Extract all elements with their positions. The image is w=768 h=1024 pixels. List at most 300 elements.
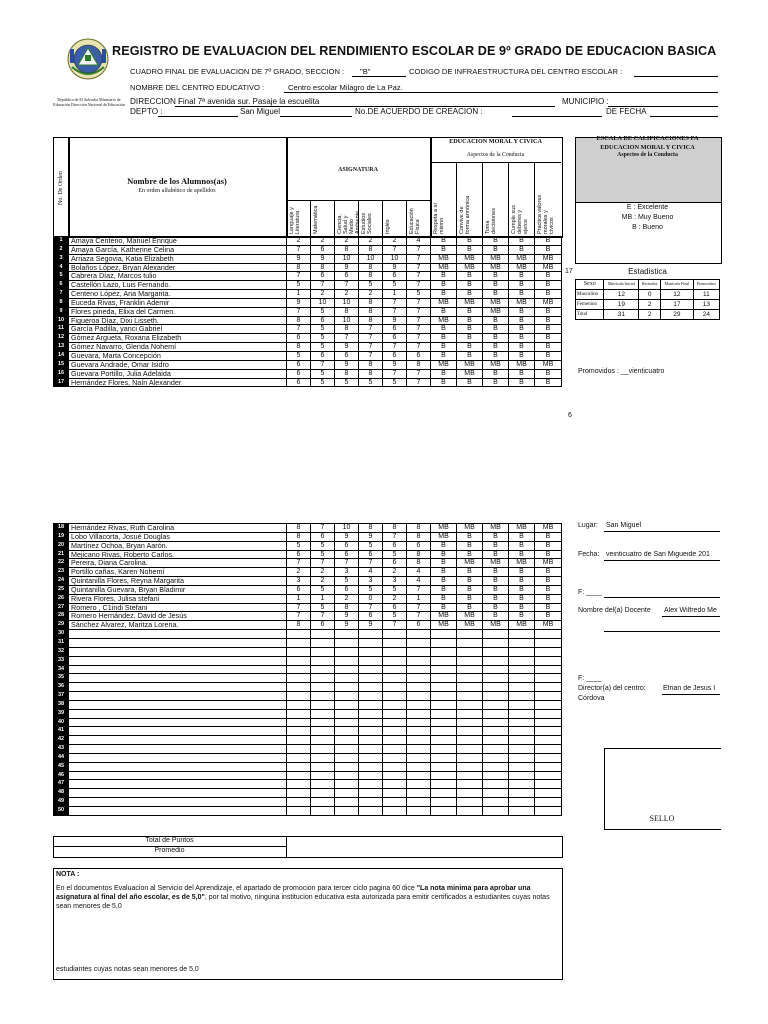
- conduct-cell: MB: [431, 621, 457, 630]
- conduct-cell: B: [535, 532, 562, 541]
- conduct-cell: B: [509, 316, 535, 325]
- conduct-cell: [483, 665, 509, 674]
- conduct-cell: [457, 630, 483, 639]
- grade-cell: 8: [287, 621, 311, 630]
- grade-cell: [287, 736, 311, 745]
- conduct-cell: B: [535, 351, 562, 360]
- grade-cell: 8: [407, 550, 431, 559]
- grade-cell: [359, 638, 383, 647]
- stat-cell: Total: [576, 310, 604, 320]
- grade-cell: 6: [383, 334, 407, 343]
- grade-cell: 8: [407, 360, 431, 369]
- student-name: Romero , C1indi Stefani: [69, 603, 287, 612]
- grade-cell: [287, 807, 311, 816]
- conduct-cell: MB: [535, 254, 562, 263]
- conduct-cell: B: [483, 532, 509, 541]
- conduct-cell: [483, 630, 509, 639]
- grade-cell: 7: [287, 325, 311, 334]
- grade-cell: 6: [287, 378, 311, 387]
- table-row: [54, 351, 562, 360]
- conduct-cell: [509, 674, 535, 683]
- grade-cell: [383, 762, 407, 771]
- conduct-cell: MB: [431, 254, 457, 263]
- grade-cell: [407, 656, 431, 665]
- conduct-cell: [535, 709, 562, 718]
- table-row: [54, 692, 562, 701]
- nota-title: NOTA :: [56, 871, 80, 878]
- conduct-cell: MB: [483, 307, 509, 316]
- estadistica-table: [575, 279, 720, 320]
- grade-cell: 2: [335, 594, 359, 603]
- grade-cell: [287, 771, 311, 780]
- conduct-cell: B: [457, 532, 483, 541]
- conduct-cell: [535, 683, 562, 692]
- conduct-cell: B: [535, 343, 562, 352]
- grade-cell: [383, 683, 407, 692]
- grade-cell: [335, 700, 359, 709]
- conduct-cell: MB: [509, 254, 535, 263]
- table-row: [54, 674, 562, 683]
- conduct-cell: B: [431, 585, 457, 594]
- grade-cell: 8: [359, 307, 383, 316]
- grade-cell: [335, 665, 359, 674]
- student-name: García Padilla, yanci Gabriel: [69, 325, 287, 334]
- escala-sub2: Aspectos de la Conducta: [617, 152, 678, 158]
- conduct-cell: B: [431, 245, 457, 254]
- grade-cell: 7: [359, 351, 383, 360]
- grade-cell: [383, 736, 407, 745]
- grade-cell: [335, 709, 359, 718]
- conduct-cell: [509, 700, 535, 709]
- table-row: [54, 665, 562, 674]
- grade-cell: 10: [335, 524, 359, 533]
- student-name: Martínez Ochoa, Bryan Aarón.: [69, 541, 287, 550]
- conduct-cell: B: [509, 378, 535, 387]
- grade-cell: 8: [407, 532, 431, 541]
- grade-cell: 3: [287, 577, 311, 586]
- grade-cell: [311, 718, 335, 727]
- grade-cell: 7: [407, 343, 431, 352]
- grade-cell: 7: [407, 254, 431, 263]
- conduct-cell: [535, 700, 562, 709]
- conduct-cell: [509, 807, 535, 816]
- student-name: [69, 780, 287, 789]
- stat-cell: 29: [660, 310, 693, 320]
- row-number: 5: [54, 272, 69, 281]
- grade-cell: 2: [311, 577, 335, 586]
- grade-cell: 6: [383, 603, 407, 612]
- conduct-cell: [535, 665, 562, 674]
- grade-cell: 8: [287, 532, 311, 541]
- table-row: [54, 577, 562, 586]
- row-number: 28: [54, 612, 69, 621]
- grade-cell: 6: [359, 612, 383, 621]
- conduct-cell: B: [535, 325, 562, 334]
- conduct-cell: B: [431, 541, 457, 550]
- conduct-cell: B: [483, 594, 509, 603]
- conduct-cell: [457, 745, 483, 754]
- conduct-cell: MB: [457, 254, 483, 263]
- conduct-cell: B: [483, 325, 509, 334]
- grade-cell: [311, 789, 335, 798]
- conduct-cell: [509, 718, 535, 727]
- table-row: [54, 568, 562, 577]
- grade-cell: 6: [311, 621, 335, 630]
- row-number: 33: [54, 656, 69, 665]
- conduct-cell: B: [509, 307, 535, 316]
- student-name: [69, 683, 287, 692]
- table-row: [54, 630, 562, 639]
- conduct-cell: [457, 638, 483, 647]
- grade-cell: [359, 692, 383, 701]
- conduct-label: Cumple sus deberes y ejerce: [511, 204, 529, 234]
- grade-cell: [383, 807, 407, 816]
- grade-cell: 6: [287, 360, 311, 369]
- row-number: 35: [54, 674, 69, 683]
- row-number: 10: [54, 316, 69, 325]
- student-name: [69, 709, 287, 718]
- subject-label: Estudios Sociales: [361, 212, 373, 234]
- table-row: [54, 281, 562, 290]
- conduct-cell: [535, 771, 562, 780]
- conduct-cell: [457, 736, 483, 745]
- stat-head-cell: Promovidos: [693, 280, 719, 290]
- conduct-cell: MB: [431, 360, 457, 369]
- stat-head-cell: Matrícula Final: [660, 280, 693, 290]
- conduct-cell: B: [483, 237, 509, 246]
- table-row: [54, 245, 562, 254]
- grade-cell: [335, 753, 359, 762]
- grade-cell: 7: [407, 378, 431, 387]
- stat-cell: 13: [693, 300, 719, 310]
- grade-cell: [383, 692, 407, 701]
- conduct-cell: B: [457, 603, 483, 612]
- grade-cell: 10: [359, 254, 383, 263]
- table-row: [54, 532, 562, 541]
- grade-cell: [359, 647, 383, 656]
- docente-value: Alex Wilfredo Me: [664, 607, 717, 614]
- promedio-label: Promedio: [154, 847, 185, 854]
- conduct-cell: [431, 674, 457, 683]
- grade-cell: 2: [311, 290, 335, 299]
- conduct-cell: B: [431, 334, 457, 343]
- conduct-cell: B: [457, 281, 483, 290]
- conduct-cell: B: [431, 343, 457, 352]
- stat-head-cell: Retirados: [639, 280, 661, 290]
- grade-cell: 9: [383, 360, 407, 369]
- conduct-cell: B: [509, 334, 535, 343]
- row-number: 19: [54, 532, 69, 541]
- row-number: 47: [54, 780, 69, 789]
- escala-sub1: EDUCACION MORAL Y CIVICA: [600, 144, 695, 151]
- conduct-cell: [483, 674, 509, 683]
- conduct-cell: B: [509, 541, 535, 550]
- conduct-cell: [431, 638, 457, 647]
- grade-cell: 9: [359, 621, 383, 630]
- grade-cell: [383, 745, 407, 754]
- stat-head-cell: Matrícula Inicial: [604, 280, 639, 290]
- grade-cell: [287, 683, 311, 692]
- table-row: [54, 771, 562, 780]
- row-number: 40: [54, 718, 69, 727]
- conduct-cell: B: [431, 351, 457, 360]
- row-number: 18: [54, 524, 69, 533]
- ministry-text: República de El Salvador Ministerio de Educación Dirección Nacional de Educación: [53, 97, 125, 107]
- table-row: [54, 360, 562, 369]
- director-value: Efrian de Jesus I: [663, 685, 716, 692]
- conduct-cell: B: [457, 351, 483, 360]
- grade-cell: 6: [335, 585, 359, 594]
- conduct-cell: [431, 647, 457, 656]
- conduct-cell: B: [431, 290, 457, 299]
- fecha-firma-label: Fecha:: [578, 551, 600, 558]
- grade-cell: 1: [287, 594, 311, 603]
- conduct-cell: [483, 700, 509, 709]
- grade-cell: [311, 727, 335, 736]
- student-name: [69, 753, 287, 762]
- conduct-cell: MB: [535, 360, 562, 369]
- row-number: 13: [54, 343, 69, 352]
- grade-cell: 6: [383, 272, 407, 281]
- grade-cell: 2: [311, 568, 335, 577]
- conduct-cell: [431, 700, 457, 709]
- grade-cell: 7: [383, 369, 407, 378]
- row-number: 21: [54, 550, 69, 559]
- conduct-cell: [483, 656, 509, 665]
- grade-cell: [383, 700, 407, 709]
- grade-cell: [359, 656, 383, 665]
- grade-cell: 2: [383, 237, 407, 246]
- subject-label: Lenguaje y Literatura: [289, 207, 301, 234]
- grade-cell: [335, 656, 359, 665]
- subject-label: Matemática: [313, 205, 319, 234]
- table-row: [54, 700, 562, 709]
- seccion-value: "B": [360, 67, 371, 76]
- conduct-cell: [509, 753, 535, 762]
- student-name: [69, 718, 287, 727]
- grade-cell: [287, 700, 311, 709]
- conduct-cell: [457, 798, 483, 807]
- grade-cell: 7: [359, 334, 383, 343]
- grade-cell: [311, 780, 335, 789]
- conduct-cell: B: [535, 316, 562, 325]
- conduct-cell: [457, 683, 483, 692]
- conduct-cell: MB: [457, 612, 483, 621]
- stat-row: [576, 290, 720, 300]
- row-number: 44: [54, 753, 69, 762]
- conduct-cell: [483, 683, 509, 692]
- conduct-cell: B: [483, 343, 509, 352]
- grade-cell: [407, 665, 431, 674]
- grade-cell: [407, 630, 431, 639]
- table-row: [54, 656, 562, 665]
- grade-cell: 9: [383, 263, 407, 272]
- grade-cell: 8: [383, 524, 407, 533]
- conduct-cell: B: [535, 237, 562, 246]
- conduct-cell: [483, 638, 509, 647]
- grade-cell: [407, 736, 431, 745]
- grade-cell: 10: [335, 254, 359, 263]
- conduct-cell: B: [483, 585, 509, 594]
- conduct-cell: [457, 674, 483, 683]
- grade-cell: 5: [335, 577, 359, 586]
- grade-cell: [287, 780, 311, 789]
- conduct-cell: MB: [535, 298, 562, 307]
- grade-cell: 2: [383, 594, 407, 603]
- row-number: 22: [54, 559, 69, 568]
- conduct-cell: [509, 745, 535, 754]
- row-number: 46: [54, 771, 69, 780]
- conduct-cell: [431, 727, 457, 736]
- conduct-cell: [509, 736, 535, 745]
- grade-cell: 5: [383, 550, 407, 559]
- student-name: [69, 762, 287, 771]
- grade-cell: [311, 753, 335, 762]
- grade-cell: [383, 630, 407, 639]
- grade-cell: 5: [287, 351, 311, 360]
- conduct-cell: MB: [483, 254, 509, 263]
- grade-cell: 7: [407, 298, 431, 307]
- grade-cell: 6: [383, 325, 407, 334]
- conduct-cell: [509, 709, 535, 718]
- conduct-cell: [535, 638, 562, 647]
- conduct-cell: MB: [483, 298, 509, 307]
- conduct-cell: B: [457, 237, 483, 246]
- grade-cell: 7: [311, 524, 335, 533]
- grade-cell: [407, 674, 431, 683]
- stat-cell: 24: [693, 310, 719, 320]
- conduct-cell: B: [483, 369, 509, 378]
- grade-cell: 6: [287, 334, 311, 343]
- direccion-label: DIRECCION :: [130, 97, 181, 106]
- grade-cell: 8: [311, 263, 335, 272]
- estadistica-label: Estadistica: [628, 267, 667, 276]
- conduct-cell: B: [431, 378, 457, 387]
- conduct-cell: B: [457, 550, 483, 559]
- grade-cell: 6: [359, 550, 383, 559]
- grade-cell: 7: [383, 343, 407, 352]
- grade-cell: [335, 798, 359, 807]
- grade-cell: 5: [359, 585, 383, 594]
- conduct-cell: [457, 789, 483, 798]
- conduct-cell: [431, 683, 457, 692]
- conduct-cell: [483, 727, 509, 736]
- table-row: [54, 762, 562, 771]
- conduct-cell: [483, 780, 509, 789]
- table-row: [54, 550, 562, 559]
- grade-cell: 5: [359, 281, 383, 290]
- student-name: Quintanilla Guevara, Bryan Bladimir: [69, 585, 287, 594]
- grade-cell: 6: [383, 351, 407, 360]
- row-number: 27: [54, 603, 69, 612]
- grade-cell: 7: [407, 245, 431, 254]
- subject-label: Inglés: [385, 219, 391, 234]
- grade-cell: 7: [407, 612, 431, 621]
- conduct-cell: MB: [457, 559, 483, 568]
- conduct-cell: [431, 780, 457, 789]
- conduct-cell: B: [483, 334, 509, 343]
- row-number: 9: [54, 307, 69, 316]
- conduct-cell: [535, 798, 562, 807]
- conduct-cell: [535, 789, 562, 798]
- grade-cell: [407, 718, 431, 727]
- table-row: [54, 263, 562, 272]
- escala-item-b: B : Bueno: [632, 224, 663, 231]
- table-row: [54, 298, 562, 307]
- grade-cell: [311, 771, 335, 780]
- conduct-label: Toma decisiones: [485, 208, 497, 234]
- row-number: 43: [54, 745, 69, 754]
- conduct-cell: MB: [483, 524, 509, 533]
- table-row: [54, 272, 562, 281]
- grade-cell: 6: [287, 550, 311, 559]
- row-number: 16: [54, 369, 69, 378]
- conduct-cell: B: [457, 290, 483, 299]
- depto-value: San Miguel: [240, 107, 281, 116]
- grade-cell: [407, 638, 431, 647]
- conduct-cell: [457, 762, 483, 771]
- grade-cell: [383, 709, 407, 718]
- grade-cell: 2: [287, 568, 311, 577]
- grade-cell: 5: [311, 343, 335, 352]
- grade-cell: [311, 647, 335, 656]
- student-name: [69, 807, 287, 816]
- row-number: 38: [54, 700, 69, 709]
- student-name: [69, 798, 287, 807]
- grade-cell: 8: [335, 245, 359, 254]
- student-name: Cabrera Díaz, Marcos tulio: [69, 272, 287, 281]
- table-row: [54, 621, 562, 630]
- conduct-cell: MB: [509, 621, 535, 630]
- grade-cell: [311, 638, 335, 647]
- student-name: [69, 700, 287, 709]
- grade-cell: 8: [287, 316, 311, 325]
- conduct-cell: B: [483, 603, 509, 612]
- student-name: Figueroa Díaz, Dixi Lisseth.: [69, 316, 287, 325]
- conduct-cell: [509, 683, 535, 692]
- conduct-cell: MB: [431, 263, 457, 272]
- conduct-cell: [431, 762, 457, 771]
- grade-cell: [359, 674, 383, 683]
- conduct-cell: B: [509, 272, 535, 281]
- grade-cell: 8: [335, 307, 359, 316]
- conduct-cell: B: [483, 245, 509, 254]
- grade-cell: [311, 630, 335, 639]
- grade-cell: 7: [407, 316, 431, 325]
- alumnos-title: Nombre de los Alumnos(as): [127, 176, 227, 186]
- grade-cell: [335, 762, 359, 771]
- conduct-cell: [509, 771, 535, 780]
- grade-cell: [359, 630, 383, 639]
- docente-label: Nombre del(a) Docente: [578, 607, 651, 614]
- promovidos-text: Promovidos : __vienticuatro: [578, 368, 665, 375]
- conduct-cell: B: [431, 577, 457, 586]
- table-row: [54, 727, 562, 736]
- grade-cell: 5: [311, 585, 335, 594]
- grade-cell: 3: [359, 577, 383, 586]
- grade-cell: [311, 709, 335, 718]
- grade-cell: [359, 718, 383, 727]
- conduct-cell: B: [509, 568, 535, 577]
- conduct-cell: [457, 656, 483, 665]
- conduct-cell: B: [457, 245, 483, 254]
- table-row: [54, 325, 562, 334]
- row-number: 41: [54, 727, 69, 736]
- lugar-label: Lugar:: [578, 522, 598, 529]
- conduct-cell: B: [535, 307, 562, 316]
- student-name: Centeno López, Ana Margarita.: [69, 290, 287, 299]
- stat-cell: 19: [604, 300, 639, 310]
